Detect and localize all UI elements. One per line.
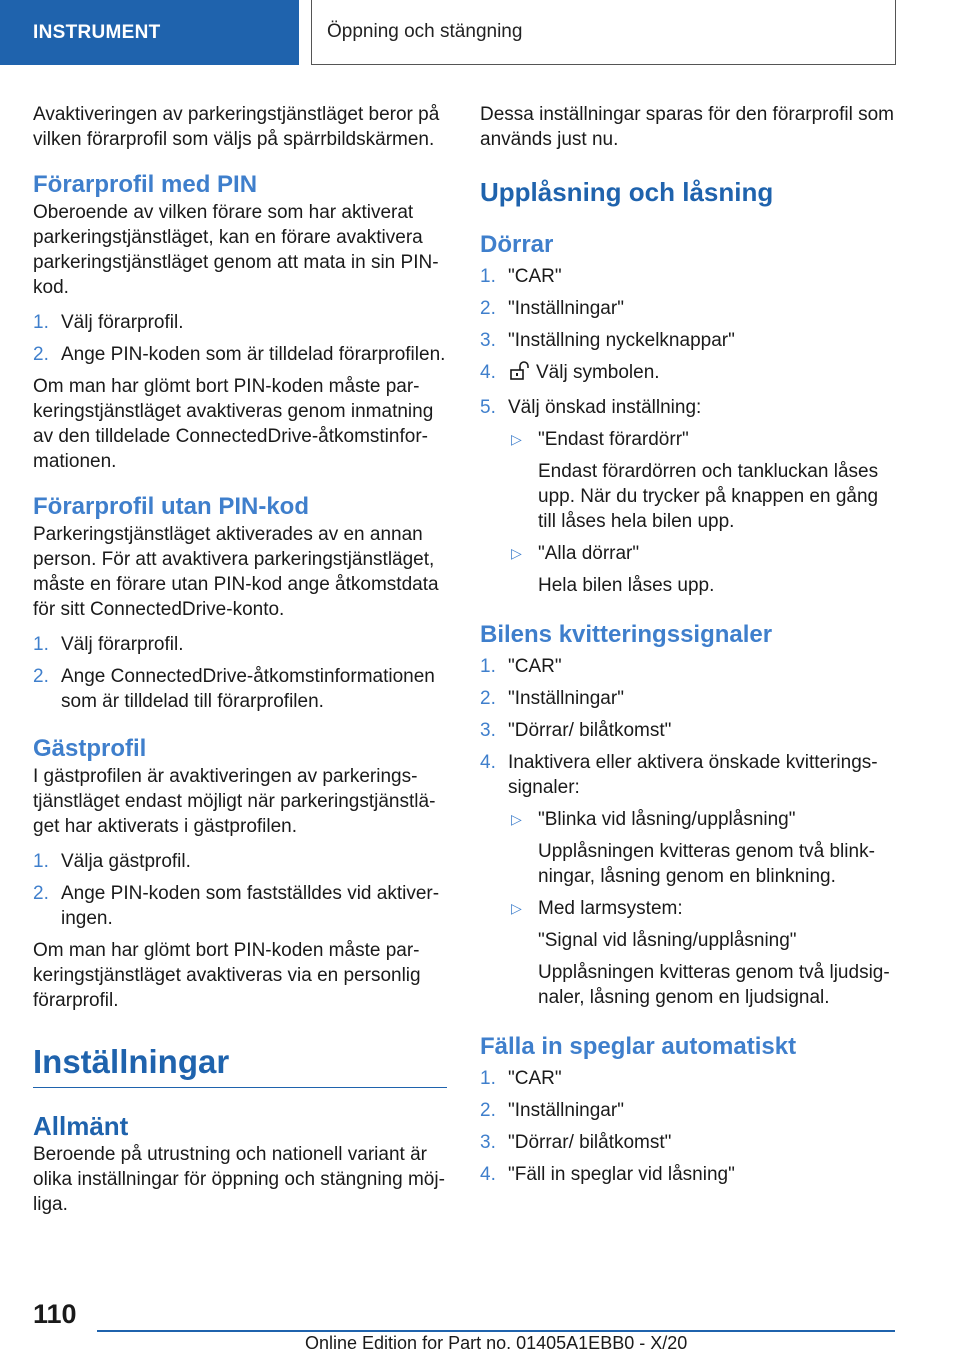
nopin-profile-text: Parkeringstjänstläget aktiverades av en annan person. För att avaktivera parkeringstjänstläget, måste en förare utan PIN-kod ange åtkomstdata för sitt ConnectedDrive-konto. xyxy=(33,524,439,620)
guest-forgotten-text: Om man har glömt bort PIN-koden måste parkeringstjänstläget avaktiveras via en personlig förarprofil. xyxy=(33,940,421,1011)
list-item: 2. Ange ConnectedDrive-åtkomstinformationen som är tilldelad till förarprofilen. xyxy=(33,666,435,712)
list-item: 1. "CAR" xyxy=(480,656,562,677)
intro-paragraph: Avaktiveringen av parkeringstjänstläget beror på vilken förarprofil som väljs på spärrbildskärmen. xyxy=(33,104,440,150)
list-item: ▷ "Endast förardörr" xyxy=(511,429,689,450)
list-item: 1. "CAR" xyxy=(480,266,562,287)
triangle-bullet-icon: ▷ xyxy=(511,811,522,827)
signals-options xyxy=(480,807,894,1010)
option-description: Upplåsningen kvitteras genom två ljudsignaler, låsning genom en ljudsignal. xyxy=(538,962,890,1008)
general-heading: Allmänt xyxy=(33,1111,129,1141)
settings-heading: Inställningar xyxy=(33,1041,447,1088)
option-description: Hela bilen låses upp. xyxy=(538,575,715,596)
doors-steps xyxy=(480,264,894,420)
list-item: ▷ "Alla dörrar" xyxy=(511,543,640,564)
general-text: Beroende på utrustning och nationell variant är olika inställningar för öppning och stängning möjliga. xyxy=(33,1144,445,1215)
list-item: 3. "Inställning nyckelknappar" xyxy=(480,330,735,351)
list-item: 4. Inaktivera eller aktivera önskade kvitteringssignaler: xyxy=(480,752,878,798)
list-item: 2. "Inställningar" xyxy=(480,688,624,709)
list-item: 2. "Inställningar" xyxy=(480,298,624,319)
unlock-lock-heading: Upplåsning och låsning xyxy=(480,177,774,207)
mirrors-steps xyxy=(480,1066,894,1187)
list-item: 2. Ange PIN-koden som fastställdes vid aktiveringen. xyxy=(33,883,440,929)
triangle-bullet-icon: ▷ xyxy=(511,431,522,447)
guest-profile-heading: Gästprofil xyxy=(33,735,147,762)
option-description: Upplåsningen kvitteras genom två blinkningar, låsning genom en blinkning. xyxy=(538,841,875,887)
page-number: 110 xyxy=(33,1299,77,1329)
doors-options xyxy=(480,427,894,598)
right-column xyxy=(480,102,894,1194)
list-item: 3. "Dörrar/ bilåtkomst" xyxy=(480,720,672,741)
list-item: 1. Välj förarprofil. xyxy=(33,312,184,333)
option-description: Endast förardörren och tankluckan låses upp. När du trycker på knappen en gång till låses hela bilen upp. xyxy=(538,461,879,532)
list-item: 5. Välj önskad inställning: xyxy=(480,397,702,418)
signals-heading: Bilens kvitteringssignaler xyxy=(480,621,773,648)
list-item: 1. Välj förarprofil. xyxy=(33,634,184,655)
list-item: 1. "CAR" xyxy=(480,1068,562,1089)
list-item: 2. Ange PIN-koden som är tilldelad förarprofilen. xyxy=(33,344,446,365)
pin-forgotten-text: Om man har glömt bort PIN-koden måste parkeringstjänstläget avaktiveras genom inmatning av den tilldelade ConnectedDrive-åtkomstinformationen. xyxy=(33,376,434,472)
option-sublabel: "Signal vid låsning/upplåsning" xyxy=(538,930,797,951)
list-item: 1. Välja gästprofil. xyxy=(33,851,191,872)
doors-heading: Dörrar xyxy=(480,231,554,258)
list-item: ▷ Med larmsystem: xyxy=(511,898,683,919)
nopin-profile-heading: Förarprofil utan PIN-kod xyxy=(33,493,309,520)
mirrors-heading: Fälla in speglar automatiskt xyxy=(480,1033,797,1060)
guest-steps xyxy=(33,849,447,931)
header-chapter: Öppning och stängning xyxy=(311,0,896,65)
list-item: 2. "Inställningar" xyxy=(480,1100,624,1121)
list-item: 4. Välj symbolen. xyxy=(480,360,894,388)
header-section: INSTRUMENT xyxy=(0,0,299,65)
pin-steps xyxy=(33,310,447,367)
list-item: ▷ "Blinka vid låsning/upplåsning" xyxy=(511,809,796,830)
signals-steps xyxy=(480,654,894,800)
guest-profile-text: I gästprofilen är avaktiveringen av parkeringstjänstläget endast möjligt när parkeringstjänstläget har aktiverats i gästprofilen. xyxy=(33,766,436,837)
pin-profile-text: Oberoende av vilken förare som har aktiverat parkeringstjänstläget, kan en förare avaktivera parkeringstjänstläget genom att mata in sin PIN-kod. xyxy=(33,202,439,298)
left-column xyxy=(33,102,447,1217)
list-item: 3. "Dörrar/ bilåtkomst" xyxy=(480,1132,672,1153)
nopin-steps xyxy=(33,632,447,714)
triangle-bullet-icon: ▷ xyxy=(511,545,522,561)
triangle-bullet-icon: ▷ xyxy=(511,900,522,916)
footer-divider xyxy=(97,1330,895,1332)
footer-edition: Online Edition for Part no. 01405A1EBB0 - X/20 xyxy=(305,1333,688,1353)
pin-profile-heading: Förarprofil med PIN xyxy=(33,171,258,198)
right-intro: Dessa inställningar sparas för den förarprofil som används just nu. xyxy=(480,104,894,150)
list-item: 4. "Fäll in speglar vid låsning" xyxy=(480,1164,735,1185)
unlock-icon xyxy=(508,361,530,388)
